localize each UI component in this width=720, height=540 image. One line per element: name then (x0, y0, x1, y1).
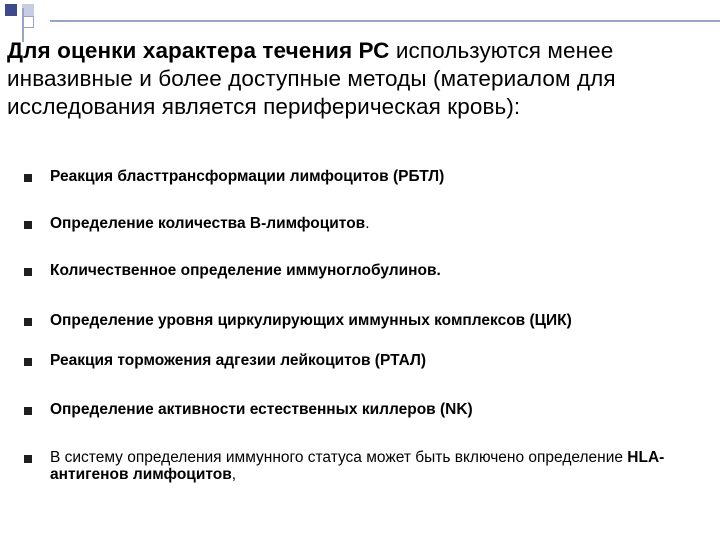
bullet-marker (24, 407, 32, 415)
heading-rest: используются менее инвазивные и более доступные методы (материалом для исследования является периферическая кровь): (7, 38, 616, 119)
list-item: В систему определения иммунного статуса может быть включено определение HLA-антигенов лимфоцитов, (50, 449, 665, 483)
heading-bold: Для оценки характера течения РС (7, 38, 390, 63)
bullet-marker (24, 268, 32, 276)
bullet-marker (24, 174, 32, 182)
list-item: Количественное определение иммуноглобулинов. (50, 262, 441, 279)
bullet-marker (24, 221, 32, 229)
list-item: Определение количества В-лимфоцитов. (50, 215, 370, 232)
bullet-marker (24, 318, 32, 326)
deco-square-dark (5, 4, 17, 16)
slide-heading (7, 37, 707, 121)
list-item: Реакция бласттрансформации лимфоцитов (РБТЛ) (50, 168, 445, 185)
list-item: Определение активности естественных киллеров (NK) (50, 401, 473, 418)
list-item: Определение уровня циркулирующих иммунных комплексов (ЦИК) (50, 312, 572, 329)
list-item: Реакция торможения адгезии лейкоцитов (РТАЛ) (50, 352, 427, 369)
deco-horizontal-line (50, 20, 720, 22)
bullet-marker (24, 358, 32, 366)
bullet-marker (24, 455, 32, 463)
